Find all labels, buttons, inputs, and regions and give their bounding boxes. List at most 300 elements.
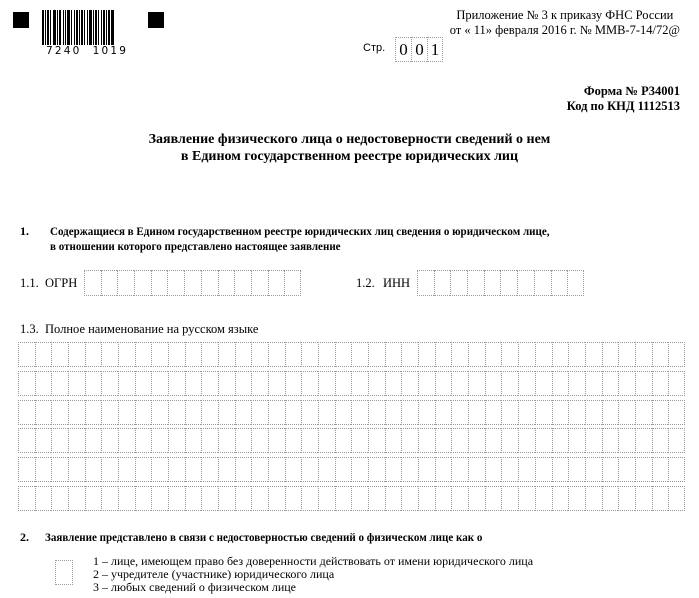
ogrn-digit-cell[interactable] bbox=[167, 270, 184, 296]
full-name-char-cell[interactable] bbox=[668, 486, 685, 511]
full-name-char-cell[interactable] bbox=[85, 342, 102, 367]
full-name-char-cell[interactable] bbox=[285, 371, 302, 396]
ogrn-digit-cell[interactable] bbox=[101, 270, 118, 296]
inn-digit-cell[interactable] bbox=[417, 270, 434, 296]
full-name-char-cell[interactable] bbox=[135, 342, 152, 367]
full-name-char-cell[interactable] bbox=[435, 428, 452, 453]
full-name-char-cell[interactable] bbox=[68, 457, 85, 482]
full-name-char-cell[interactable] bbox=[85, 400, 102, 425]
full-name-char-cell[interactable] bbox=[652, 371, 669, 396]
full-name-char-cell[interactable] bbox=[118, 400, 135, 425]
full-name-char-cell[interactable] bbox=[652, 342, 669, 367]
ogrn-digit-cell[interactable] bbox=[134, 270, 151, 296]
full-name-char-cell[interactable] bbox=[568, 342, 585, 367]
full-name-char-cell[interactable] bbox=[35, 428, 52, 453]
full-name-char-cell[interactable] bbox=[552, 400, 569, 425]
appendix-line-1: Приложение № 3 к приказу ФНС России bbox=[456, 8, 674, 22]
full-name-char-cell[interactable] bbox=[268, 400, 285, 425]
full-name-char-cell[interactable] bbox=[118, 486, 135, 511]
ogrn-digit-cell[interactable] bbox=[268, 270, 285, 296]
section-2-heading: Заявление представлено в связи с недостоверностью сведений о физическом лице как о bbox=[45, 530, 483, 544]
full-name-char-cell[interactable] bbox=[635, 371, 652, 396]
full-name-char-cell[interactable] bbox=[451, 428, 468, 453]
full-name-char-cell[interactable] bbox=[618, 428, 635, 453]
full-name-char-cell[interactable] bbox=[51, 428, 68, 453]
full-name-char-cell[interactable] bbox=[218, 428, 235, 453]
full-name-char-cell[interactable] bbox=[668, 371, 685, 396]
full-name-char-cell[interactable] bbox=[85, 457, 102, 482]
full-name-char-cell[interactable] bbox=[268, 371, 285, 396]
full-name-char-cell[interactable] bbox=[318, 486, 335, 511]
inn-digit-cell[interactable] bbox=[484, 270, 501, 296]
full-name-char-cell[interactable] bbox=[401, 457, 418, 482]
full-name-char-cell[interactable] bbox=[368, 371, 385, 396]
full-name-char-cell[interactable] bbox=[201, 371, 218, 396]
full-name-char-cell[interactable] bbox=[251, 428, 268, 453]
full-name-char-cell[interactable] bbox=[535, 400, 552, 425]
full-name-char-cell[interactable] bbox=[18, 486, 35, 511]
full-name-char-cell[interactable] bbox=[168, 371, 185, 396]
full-name-row[interactable] bbox=[18, 457, 685, 482]
full-name-char-cell[interactable] bbox=[435, 342, 452, 367]
full-name-char-cell[interactable] bbox=[235, 342, 252, 367]
full-name-char-cell[interactable] bbox=[168, 486, 185, 511]
full-name-char-cell[interactable] bbox=[135, 486, 152, 511]
full-name-char-cell[interactable] bbox=[468, 342, 485, 367]
full-name-row[interactable] bbox=[18, 428, 685, 453]
full-name-char-cell[interactable] bbox=[618, 457, 635, 482]
full-name-char-cell[interactable] bbox=[151, 457, 168, 482]
full-name-char-cell[interactable] bbox=[518, 400, 535, 425]
full-name-char-cell[interactable] bbox=[468, 457, 485, 482]
full-name-char-cell[interactable] bbox=[235, 428, 252, 453]
full-name-char-cell[interactable] bbox=[418, 457, 435, 482]
full-name-char-cell[interactable] bbox=[101, 400, 118, 425]
full-name-char-cell[interactable] bbox=[185, 400, 202, 425]
full-name-char-cell[interactable] bbox=[51, 486, 68, 511]
full-name-char-cell[interactable] bbox=[401, 486, 418, 511]
full-name-char-cell[interactable] bbox=[68, 342, 85, 367]
corner-marker-left bbox=[13, 12, 29, 28]
full-name-char-cell[interactable] bbox=[585, 342, 602, 367]
full-name-char-cell[interactable] bbox=[485, 486, 502, 511]
full-name-char-cell[interactable] bbox=[18, 371, 35, 396]
appendix-reference bbox=[450, 8, 680, 38]
full-name-char-cell[interactable] bbox=[301, 486, 318, 511]
ogrn-digit-cell[interactable] bbox=[84, 270, 101, 296]
full-name-char-cell[interactable] bbox=[118, 457, 135, 482]
full-name-char-cell[interactable] bbox=[68, 428, 85, 453]
full-name-char-cell[interactable] bbox=[151, 428, 168, 453]
barcode-icon bbox=[42, 10, 134, 45]
full-name-char-cell[interactable] bbox=[468, 371, 485, 396]
full-name-char-cell[interactable] bbox=[485, 428, 502, 453]
full-name-char-cell[interactable] bbox=[652, 428, 669, 453]
inn-digit-cell[interactable] bbox=[551, 270, 568, 296]
full-name-char-cell[interactable] bbox=[652, 486, 669, 511]
full-name-char-cell[interactable] bbox=[618, 342, 635, 367]
full-name-char-cell[interactable] bbox=[35, 486, 52, 511]
full-name-char-cell[interactable] bbox=[618, 371, 635, 396]
full-name-char-cell[interactable] bbox=[568, 371, 585, 396]
ogrn-field[interactable] bbox=[84, 270, 301, 296]
full-name-char-cell[interactable] bbox=[385, 428, 402, 453]
full-name-char-cell[interactable] bbox=[635, 342, 652, 367]
full-name-char-cell[interactable] bbox=[168, 428, 185, 453]
full-name-char-cell[interactable] bbox=[485, 371, 502, 396]
full-name-char-cell[interactable] bbox=[335, 457, 352, 482]
full-name-char-cell[interactable] bbox=[101, 457, 118, 482]
ogrn-number: 1.1. bbox=[20, 276, 39, 290]
full-name-char-cell[interactable] bbox=[418, 371, 435, 396]
full-name-char-cell[interactable] bbox=[335, 428, 352, 453]
title-line-2: в Едином государственном реестре юридических лиц bbox=[180, 149, 519, 164]
full-name-char-cell[interactable] bbox=[535, 428, 552, 453]
full-name-char-cell[interactable] bbox=[335, 342, 352, 367]
full-name-char-cell[interactable] bbox=[418, 486, 435, 511]
full-name-char-cell[interactable] bbox=[285, 457, 302, 482]
full-name-char-cell[interactable] bbox=[368, 342, 385, 367]
full-name-char-cell[interactable] bbox=[535, 486, 552, 511]
inn-digit-cell[interactable] bbox=[567, 270, 584, 296]
ogrn-digit-cell[interactable] bbox=[284, 270, 301, 296]
full-name-char-cell[interactable] bbox=[35, 342, 52, 367]
full-name-char-cell[interactable] bbox=[635, 457, 652, 482]
full-name-char-cell[interactable] bbox=[535, 371, 552, 396]
full-name-char-cell[interactable] bbox=[552, 342, 569, 367]
inn-field[interactable] bbox=[417, 270, 584, 296]
full-name-char-cell[interactable] bbox=[318, 428, 335, 453]
full-name-char-cell[interactable] bbox=[501, 486, 518, 511]
full-name-char-cell[interactable] bbox=[235, 457, 252, 482]
full-name-char-cell[interactable] bbox=[552, 457, 569, 482]
full-name-char-cell[interactable] bbox=[285, 342, 302, 367]
full-name-char-cell[interactable] bbox=[201, 486, 218, 511]
full-name-char-cell[interactable] bbox=[151, 342, 168, 367]
section-2-number: 2. bbox=[20, 530, 29, 544]
full-name-char-cell[interactable] bbox=[385, 486, 402, 511]
full-name-char-cell[interactable] bbox=[368, 428, 385, 453]
full-name-char-cell[interactable] bbox=[385, 400, 402, 425]
full-name-char-cell[interactable] bbox=[251, 342, 268, 367]
full-name-char-cell[interactable] bbox=[218, 400, 235, 425]
full-name-char-cell[interactable] bbox=[151, 371, 168, 396]
full-name-char-cell[interactable] bbox=[201, 457, 218, 482]
full-name-char-cell[interactable] bbox=[602, 400, 619, 425]
full-name-char-cell[interactable] bbox=[201, 400, 218, 425]
full-name-char-cell[interactable] bbox=[18, 342, 35, 367]
barcode-number: 7240 1019 bbox=[46, 45, 129, 57]
full-name-char-cell[interactable] bbox=[301, 400, 318, 425]
full-name-char-cell[interactable] bbox=[185, 457, 202, 482]
full-name-char-cell[interactable] bbox=[235, 486, 252, 511]
ogrn-digit-cell[interactable] bbox=[234, 270, 251, 296]
full-name-char-cell[interactable] bbox=[301, 342, 318, 367]
full-name-char-cell[interactable] bbox=[235, 371, 252, 396]
full-name-char-cell[interactable] bbox=[518, 428, 535, 453]
full-name-row[interactable] bbox=[18, 371, 685, 396]
full-name-char-cell[interactable] bbox=[501, 342, 518, 367]
full-name-char-cell[interactable] bbox=[368, 457, 385, 482]
full-name-char-cell[interactable] bbox=[401, 342, 418, 367]
full-name-char-cell[interactable] bbox=[501, 371, 518, 396]
full-name-char-cell[interactable] bbox=[485, 457, 502, 482]
title-line-1: Заявление физического лица о недостоверности сведений о нем bbox=[148, 132, 551, 147]
full-name-char-cell[interactable] bbox=[335, 371, 352, 396]
full-name-char-cell[interactable] bbox=[68, 486, 85, 511]
full-name-char-cell[interactable] bbox=[568, 457, 585, 482]
full-name-char-cell[interactable] bbox=[602, 342, 619, 367]
full-name-char-cell[interactable] bbox=[668, 457, 685, 482]
full-name-char-cell[interactable] bbox=[185, 371, 202, 396]
full-name-char-cell[interactable] bbox=[602, 457, 619, 482]
full-name-char-cell[interactable] bbox=[85, 371, 102, 396]
full-name-char-cell[interactable] bbox=[35, 371, 52, 396]
full-name-char-cell[interactable] bbox=[385, 457, 402, 482]
full-name-char-cell[interactable] bbox=[135, 457, 152, 482]
full-name-char-cell[interactable] bbox=[218, 371, 235, 396]
full-name-char-cell[interactable] bbox=[368, 486, 385, 511]
full-name-char-cell[interactable] bbox=[568, 486, 585, 511]
full-name-char-cell[interactable] bbox=[235, 400, 252, 425]
ogrn-digit-cell[interactable] bbox=[151, 270, 168, 296]
full-name-char-cell[interactable] bbox=[585, 371, 602, 396]
inn-digit-cell[interactable] bbox=[467, 270, 484, 296]
full-name-char-cell[interactable] bbox=[151, 400, 168, 425]
inn-digit-cell[interactable] bbox=[450, 270, 467, 296]
full-name-char-cell[interactable] bbox=[501, 457, 518, 482]
full-name-char-cell[interactable] bbox=[435, 371, 452, 396]
full-name-char-cell[interactable] bbox=[285, 486, 302, 511]
reason-code-cell[interactable] bbox=[55, 560, 73, 585]
full-name-char-cell[interactable] bbox=[635, 400, 652, 425]
full-name-char-cell[interactable] bbox=[101, 342, 118, 367]
full-name-char-cell[interactable] bbox=[585, 428, 602, 453]
ogrn-digit-cell[interactable] bbox=[117, 270, 134, 296]
full-name-char-cell[interactable] bbox=[435, 486, 452, 511]
full-name-char-cell[interactable] bbox=[418, 428, 435, 453]
full-name-char-cell[interactable] bbox=[35, 400, 52, 425]
full-name-char-cell[interactable] bbox=[485, 342, 502, 367]
full-name-char-cell[interactable] bbox=[51, 371, 68, 396]
full-name-char-cell[interactable] bbox=[401, 428, 418, 453]
full-name-row[interactable] bbox=[18, 400, 685, 425]
full-name-char-cell[interactable] bbox=[518, 342, 535, 367]
page-digit-cell[interactable] bbox=[411, 37, 427, 62]
full-name-char-cell[interactable] bbox=[218, 457, 235, 482]
full-name-char-cell[interactable] bbox=[18, 428, 35, 453]
full-name-char-cell[interactable] bbox=[635, 428, 652, 453]
full-name-char-cell[interactable] bbox=[85, 428, 102, 453]
full-name-char-cell[interactable] bbox=[468, 400, 485, 425]
full-name-char-cell[interactable] bbox=[285, 400, 302, 425]
full-name-char-cell[interactable] bbox=[185, 486, 202, 511]
full-name-char-cell[interactable] bbox=[368, 400, 385, 425]
full-name-row[interactable] bbox=[18, 342, 685, 367]
full-name-char-cell[interactable] bbox=[185, 342, 202, 367]
form-code-block bbox=[567, 84, 680, 114]
full-name-char-cell[interactable] bbox=[268, 342, 285, 367]
full-name-char-cell[interactable] bbox=[401, 371, 418, 396]
full-name-char-cell[interactable] bbox=[318, 400, 335, 425]
section-1-number: 1. bbox=[20, 224, 29, 238]
full-name-char-cell[interactable] bbox=[251, 486, 268, 511]
full-name-char-cell[interactable] bbox=[418, 400, 435, 425]
full-name-char-cell[interactable] bbox=[501, 428, 518, 453]
full-name-char-cell[interactable] bbox=[668, 428, 685, 453]
full-name-char-cell[interactable] bbox=[635, 486, 652, 511]
full-name-char-cell[interactable] bbox=[518, 371, 535, 396]
full-name-char-cell[interactable] bbox=[401, 400, 418, 425]
full-name-char-cell[interactable] bbox=[385, 371, 402, 396]
page-digit-cell[interactable] bbox=[395, 37, 411, 62]
full-name-char-cell[interactable] bbox=[451, 342, 468, 367]
full-name-char-cell[interactable] bbox=[268, 457, 285, 482]
full-name-char-cell[interactable] bbox=[135, 400, 152, 425]
full-name-char-cell[interactable] bbox=[552, 371, 569, 396]
inn-digit-cell[interactable] bbox=[517, 270, 534, 296]
full-name-char-cell[interactable] bbox=[168, 457, 185, 482]
full-name-field[interactable] bbox=[18, 342, 685, 515]
full-name-char-cell[interactable] bbox=[451, 486, 468, 511]
full-name-char-cell[interactable] bbox=[285, 428, 302, 453]
full-name-char-cell[interactable] bbox=[135, 428, 152, 453]
full-name-char-cell[interactable] bbox=[585, 486, 602, 511]
full-name-char-cell[interactable] bbox=[418, 342, 435, 367]
full-name-char-cell[interactable] bbox=[602, 371, 619, 396]
full-name-char-cell[interactable] bbox=[118, 428, 135, 453]
full-name-char-cell[interactable] bbox=[435, 457, 452, 482]
inn-digit-cell[interactable] bbox=[534, 270, 551, 296]
full-name-char-cell[interactable] bbox=[168, 342, 185, 367]
full-name-char-cell[interactable] bbox=[535, 457, 552, 482]
full-name-char-cell[interactable] bbox=[35, 457, 52, 482]
full-name-char-cell[interactable] bbox=[318, 371, 335, 396]
full-name-char-cell[interactable] bbox=[335, 486, 352, 511]
full-name-char-cell[interactable] bbox=[151, 486, 168, 511]
full-name-char-cell[interactable] bbox=[68, 371, 85, 396]
full-name-char-cell[interactable] bbox=[301, 428, 318, 453]
full-name-char-cell[interactable] bbox=[268, 428, 285, 453]
full-name-char-cell[interactable] bbox=[101, 371, 118, 396]
full-name-char-cell[interactable] bbox=[351, 457, 368, 482]
full-name-char-cell[interactable] bbox=[451, 371, 468, 396]
full-name-char-cell[interactable] bbox=[251, 457, 268, 482]
ogrn-digit-cell[interactable] bbox=[201, 270, 218, 296]
form-number: Форма № Р34001 bbox=[583, 84, 680, 98]
full-name-char-cell[interactable] bbox=[552, 486, 569, 511]
full-name-char-cell[interactable] bbox=[468, 486, 485, 511]
full-name-char-cell[interactable] bbox=[185, 428, 202, 453]
page-label: Стр. bbox=[363, 42, 386, 54]
page-digit-cell[interactable] bbox=[427, 37, 443, 62]
full-name-char-cell[interactable] bbox=[301, 457, 318, 482]
full-name-char-cell[interactable] bbox=[101, 428, 118, 453]
full-name-char-cell[interactable] bbox=[68, 400, 85, 425]
full-name-char-cell[interactable] bbox=[318, 457, 335, 482]
full-name-char-cell[interactable] bbox=[268, 486, 285, 511]
full-name-char-cell[interactable] bbox=[301, 371, 318, 396]
full-name-char-cell[interactable] bbox=[518, 486, 535, 511]
full-name-row[interactable] bbox=[18, 486, 685, 511]
full-name-char-cell[interactable] bbox=[201, 342, 218, 367]
full-name-char-cell[interactable] bbox=[585, 400, 602, 425]
full-name-char-cell[interactable] bbox=[485, 400, 502, 425]
full-name-char-cell[interactable] bbox=[618, 400, 635, 425]
full-name-char-cell[interactable] bbox=[251, 371, 268, 396]
full-name-char-cell[interactable] bbox=[201, 428, 218, 453]
full-name-char-cell[interactable] bbox=[552, 428, 569, 453]
full-name-char-cell[interactable] bbox=[668, 400, 685, 425]
full-name-char-cell[interactable] bbox=[218, 486, 235, 511]
full-name-char-cell[interactable] bbox=[568, 400, 585, 425]
full-name-char-cell[interactable] bbox=[251, 400, 268, 425]
full-name-char-cell[interactable] bbox=[51, 400, 68, 425]
full-name-char-cell[interactable] bbox=[118, 371, 135, 396]
full-name-char-cell[interactable] bbox=[618, 486, 635, 511]
full-name-char-cell[interactable] bbox=[385, 342, 402, 367]
full-name-char-cell[interactable] bbox=[451, 400, 468, 425]
full-name-char-cell[interactable] bbox=[668, 342, 685, 367]
full-name-char-cell[interactable] bbox=[518, 457, 535, 482]
ogrn-label: ОГРН bbox=[45, 276, 78, 290]
full-name-char-cell[interactable] bbox=[318, 342, 335, 367]
full-name-char-cell[interactable] bbox=[501, 400, 518, 425]
page-number-field[interactable] bbox=[395, 37, 443, 62]
full-name-char-cell[interactable] bbox=[602, 428, 619, 453]
full-name-char-cell[interactable] bbox=[18, 400, 35, 425]
ogrn-digit-cell[interactable] bbox=[251, 270, 268, 296]
full-name-char-cell[interactable] bbox=[451, 457, 468, 482]
ogrn-digit-cell[interactable] bbox=[218, 270, 235, 296]
inn-digit-cell[interactable] bbox=[500, 270, 517, 296]
full-name-char-cell[interactable] bbox=[585, 457, 602, 482]
full-name-char-cell[interactable] bbox=[351, 342, 368, 367]
full-name-char-cell[interactable] bbox=[335, 400, 352, 425]
full-name-char-cell[interactable] bbox=[351, 371, 368, 396]
reason-code-field[interactable] bbox=[55, 560, 73, 585]
section-1-heading-line-2: в отношении которого представлено настоящее заявление bbox=[50, 239, 341, 253]
full-name-char-cell[interactable] bbox=[351, 400, 368, 425]
full-name-char-cell[interactable] bbox=[118, 342, 135, 367]
full-name-char-cell[interactable] bbox=[351, 428, 368, 453]
inn-label: ИНН bbox=[383, 276, 411, 290]
full-name-char-cell[interactable] bbox=[652, 400, 669, 425]
inn-digit-cell[interactable] bbox=[434, 270, 451, 296]
full-name-char-cell[interactable] bbox=[18, 457, 35, 482]
full-name-char-cell[interactable] bbox=[602, 486, 619, 511]
full-name-char-cell[interactable] bbox=[135, 371, 152, 396]
ogrn-digit-cell[interactable] bbox=[184, 270, 201, 296]
full-name-char-cell[interactable] bbox=[168, 400, 185, 425]
full-name-char-cell[interactable] bbox=[85, 486, 102, 511]
reason-option-2: 2 – учредителе (участнике) юридического лица bbox=[93, 567, 335, 581]
full-name-label: Полное наименование на русском языке bbox=[45, 322, 259, 336]
full-name-char-cell[interactable] bbox=[435, 400, 452, 425]
full-name-char-cell[interactable] bbox=[51, 342, 68, 367]
inn-number: 1.2. bbox=[356, 276, 375, 290]
full-name-char-cell[interactable] bbox=[652, 457, 669, 482]
full-name-char-cell[interactable] bbox=[101, 486, 118, 511]
full-name-char-cell[interactable] bbox=[51, 457, 68, 482]
full-name-char-cell[interactable] bbox=[468, 428, 485, 453]
full-name-char-cell[interactable] bbox=[351, 486, 368, 511]
page-digit: 0 bbox=[415, 39, 424, 59]
barcode-bar bbox=[111, 10, 114, 45]
full-name-char-cell[interactable] bbox=[218, 342, 235, 367]
full-name-char-cell[interactable] bbox=[535, 342, 552, 367]
full-name-char-cell[interactable] bbox=[568, 428, 585, 453]
